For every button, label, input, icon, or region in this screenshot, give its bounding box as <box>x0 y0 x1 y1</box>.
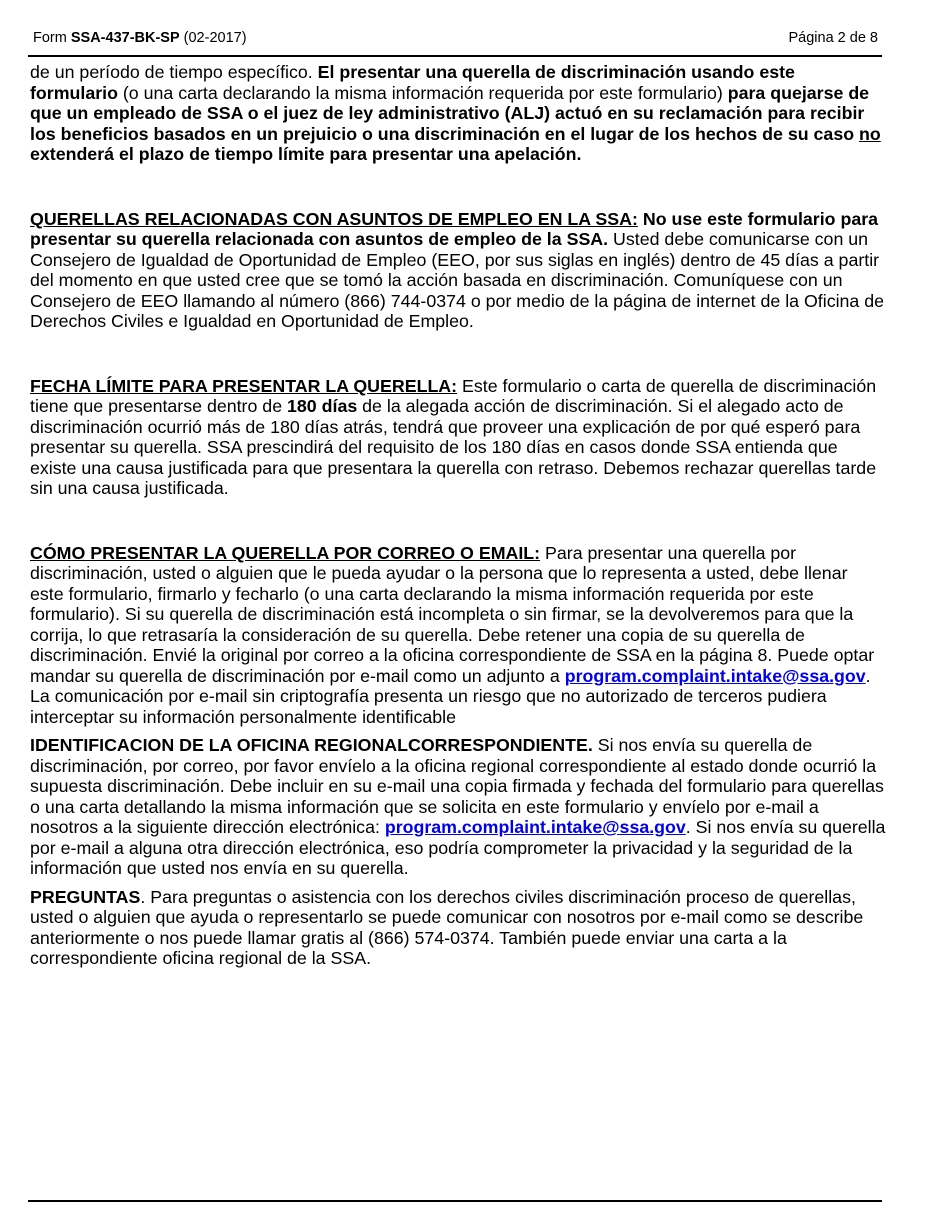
para-how-to-file-segment-3: . La comunicación por e-mail sin criptografía presenta un riesgo que no autorizado de terceros pudiera interceptar su información personalmente identificable <box>30 665 871 727</box>
para-questions-segment-0: PREGUNTAS <box>30 886 141 907</box>
program-complaint-email-link[interactable]: program.complaint.intake@ssa.gov <box>564 665 866 686</box>
para-filing-deadline <box>30 376 886 499</box>
para-appeal-deadline-warning-segment-5: extenderá el plazo de tiempo límite para presentar una apelación. <box>30 144 582 164</box>
para-employment-complaints-segment-2: Usted debe comunicarse con un Consejero de Igualdad de Oportunidad de Empleo (EEO, por sus siglas en inglés) dentro de 45 días a partir del momento en que usted cree que se tomó la acción basada en discriminación. Comuníquese con un Consejero de EEO llamando al número (866) 744-0374 o por medio de la página de internet de la Oficina de Derechos Civiles e Igualdad en Oportunidad de Empleo. <box>30 229 885 331</box>
para-regional-office-segment-1: Si nos envía su querella de discriminación, por correo, por favor envíelo a la oficina regional correspondiente al estado donde ocurrió la supuesta discriminación. Debe incluir en su e-mail una copia firmada y fechada del formulario para querellas o una carta detallando la misma información que se solicita en este formulario y envíelo por e-mail a nosotros a la siguiente dirección electrónica: <box>30 735 884 837</box>
para-employment-complaints <box>30 209 886 332</box>
form-label-prefix: Form <box>33 30 71 46</box>
para-filing-deadline-segment-1: Este formulario o carta de querella de discriminación tiene que presentarse dentro de <box>30 375 877 416</box>
para-filing-deadline-segment-3: de la alegada acción de discriminación. Si el alegado acto de discriminación ocurrió más de 180 días atrás, tendrá que proveer una explicación de por qué esperó para presentar su querella. SSA prescindirá del requisito de los 180 días en casos donde SSA entienda que existe una causa justificada para que presentara la querella con retraso. Debemos rechazar querellas tarde sin una causa justificada. <box>30 396 877 498</box>
form-revision-date: (02-2017) <box>179 30 247 46</box>
para-questions <box>30 887 886 969</box>
form-identifier <box>33 30 247 46</box>
para-appeal-deadline-warning-segment-0: de un período de tiempo específico. <box>30 62 318 82</box>
para-employment-complaints-segment-0: QUERELLAS RELACIONADAS CON ASUNTOS DE EMPLEO EN LA SSA: <box>30 208 638 229</box>
form-number: SSA-437-BK-SP <box>70 30 180 46</box>
para-how-to-file-segment-1: Para presentar una querella por discriminación, usted o alguien que le pueda ayudar o la persona que lo representa a usted, debe llenar este formulario, firmarlo y fecharlo (o una carta declarando la misma información requerida por este formulario). Si su querella de discriminación está incompleta o sin firmar, se la devolveremos para que la corrija, lo que retrasaría la consideración de su querella. Debe retener una copia de su querella de discriminación. Envié la original por correo a la oficina correspondiente de SSA en la página 8. Puede optar mandar su querella de discriminación por e-mail como un adjunto a <box>30 542 875 686</box>
para-filing-deadline-segment-2: 180 días <box>287 396 358 416</box>
header-divider <box>28 55 882 57</box>
footer-divider <box>28 1200 882 1202</box>
para-how-to-file <box>30 543 886 728</box>
para-appeal-deadline-warning-segment-4: no <box>859 123 881 144</box>
page-number-indicator: Página 2 de 8 <box>788 30 878 46</box>
para-employment-complaints-segment-1: No use este formulario para presentar su querella relacionada con asuntos de empleo de la SSA. <box>30 208 879 249</box>
para-appeal-deadline-warning-segment-3: para quejarse de que un empleado de SSA o el juez de ley administrativo (ALJ) actuó en su reclamación para recibir los beneficios basados en un prejuicio o una discriminación en el lugar de los hechos de su caso <box>30 82 870 144</box>
para-regional-office-segment-3: . Si nos envía su querella por e-mail a alguna otra dirección electrónica, eso podría comprometer la privacidad y la seguridad de la información que usted nos envía en su querella. <box>30 817 886 878</box>
para-filing-deadline-segment-0: FECHA LÍMITE PARA PRESENTAR LA QUERELLA: <box>30 375 458 396</box>
para-regional-office-segment-0: IDENTIFICACION DE LA OFICINA REGIONALCORRESPONDIENTE. <box>30 735 593 755</box>
para-appeal-deadline-warning-segment-2: (o una carta declarando la misma información requerida por este formulario) <box>117 82 728 103</box>
para-appeal-deadline-warning <box>30 62 886 165</box>
program-complaint-email-link[interactable]: program.complaint.intake@ssa.gov <box>384 817 686 837</box>
para-regional-office <box>30 735 886 879</box>
document-body <box>30 60 886 969</box>
page-header <box>33 30 878 46</box>
para-appeal-deadline-warning-segment-1: El presentar una querella de discriminación usando este formulario <box>30 62 795 103</box>
para-questions-segment-1: . Para preguntas o asistencia con los derechos civiles discriminación proceso de querellas, usted o alguien que ayuda o representarlo se puede comunicar con nosotros por e-mail como se describe anteriormente o nos puede llamar gratis al (866) 574-0374. También puede enviar una carta a la correspondiente oficina regional de la SSA. <box>30 886 864 968</box>
para-how-to-file-segment-0: CÓMO PRESENTAR LA QUERELLA POR CORREO O EMAIL: <box>30 542 541 563</box>
